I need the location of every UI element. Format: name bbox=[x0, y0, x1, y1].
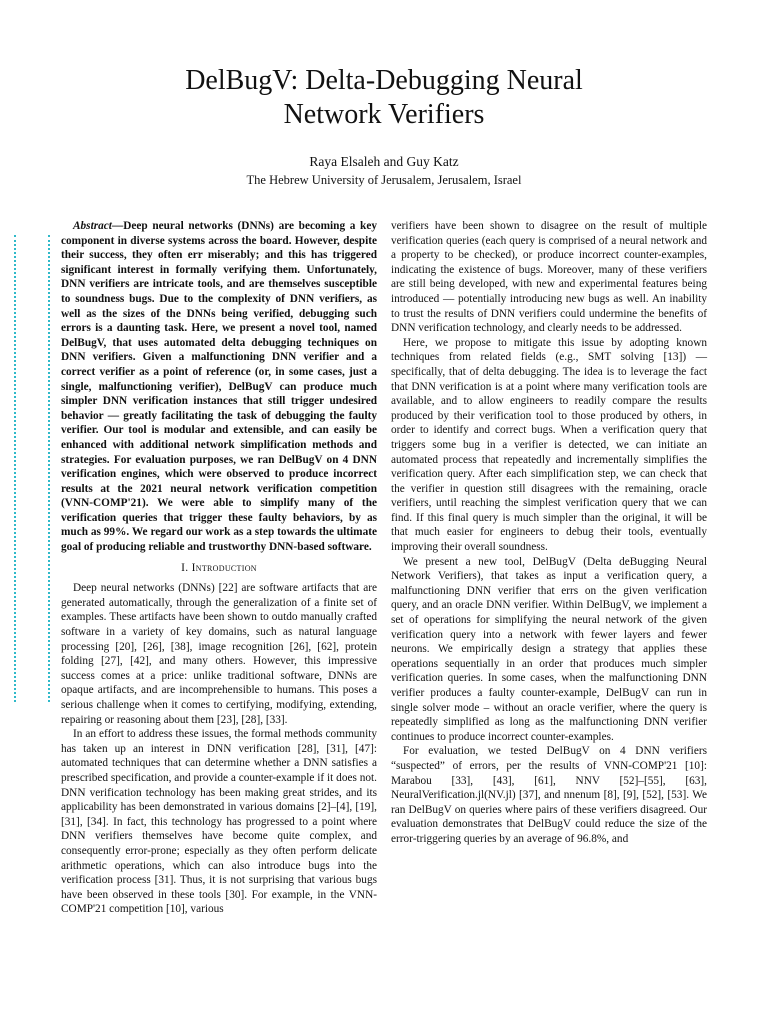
author-names: Raya Elsaleh and Guy Katz bbox=[309, 154, 459, 169]
intro-paragraph-4: Here, we propose to mitigate this issue by adopting known techniques from related fields (e.g., SMT solving [13]) — specifically, that of delta debugging. The idea is to leverage the fact that DNN verification is at a point where many verification tools are available, and to allow engineers to readily compare the results produced by their verification tool to those produced by others, in order to identify and correct bugs. When a verification query that triggers some bug in a verifier is detected, we can initiate an automated process that repeatedly and incrementally simplifies the verification query. After each simplification step, we can check that the verifier in question still disagrees with the remaining, oracle verifiers, until reaching the simplest verification query that we can find. If this final query is much simpler than the original, it will be that much easier for engineers to debug their tools, eventually improving their overall soundness. bbox=[391, 336, 707, 554]
abstract-paragraph bbox=[61, 219, 377, 555]
author-affiliation: The Hebrew University of Jerusalem, Jerusalem, Israel bbox=[246, 173, 522, 187]
abstract-lead: Abstract bbox=[73, 220, 112, 232]
section-title: Introduction bbox=[191, 561, 257, 574]
section-number: I. bbox=[181, 561, 189, 574]
paper-title bbox=[0, 64, 768, 132]
title-line-2: Network Verifiers bbox=[283, 99, 485, 130]
intro-paragraph-6: For evaluation, we tested DelBugV on 4 DNN verifiers “suspected” of errors, per the results of VNN-COMP'21 [10]: Marabou [33], [43], [61], NNV [52]–[55], [63], NeuralVerification.jl(NV.jl) [37], and nnenum [8], [9], [52], [53]. We ran DelBugV on queries where pairs of these verifiers disagreed. Our evaluation demonstrates that DelBugV could reduce the size of the error-triggering queries by an average of 96.8%, and bbox=[391, 745, 707, 845]
abstract-text: —Deep neural networks (DNNs) are becoming a key component in diverse systems across the board. However, despite their success, they often err miserably; and this has triggered significant interest in formally verifying them. Unfortunately, DNN verifiers are intricate tools, and are themselves susceptible to soundness bugs. Due to the complexity of DNN verifiers, as well as the sizes of the DNNs being verified, debugging such errors is a daunting task. Here, we present a novel tool, named DelBugV, that uses automated delta debugging techniques on DNN verifiers. Given a malfunctioning DNN verifier and a correct verifier as a point of reference (or, in some cases, just a single, malfunctioning verifier), DelBugV can produce much simpler DNN verification instances that still trigger undesired behavior — greatly facilitating the task of debugging the faulty verifier. Our tool is modular and extensible, and can easily be enhanced with additional network simplification methods and strategies. For evaluation purposes, we ran DelBugV on 4 DNN verification engines, which were observed to produce incorrect results at the 2021 neural network verification competition (VNN-COMP'21). We were able to simplify many of the verification queries that trigger these faulty behaviors, by as much as 99%. We regard our work as a step towards the ultimate goal of producing reliable and trustworthy DNN-based software. bbox=[61, 220, 377, 554]
link-highlight-frame bbox=[14, 235, 50, 702]
intro-paragraph-1: Deep neural networks (DNNs) [22] are software artifacts that are generated automatically, through the generalization of a finite set of examples. These artifacts have been shown to outdo manually crafted software in a variety of key domains, such as natural language processing [20], [26], [38], image recognition [26], [62], protein folding [27], [42], and many others. However, this impressive success comes at a price: unlike traditional software, DNNs are opaque artifacts, and are incomprehensible to humans. This poses a serious challenge when it comes to certifying, modifying, extending, repairing or reasoning about them [23], [28], [33]. bbox=[61, 582, 377, 726]
intro-paragraph-3: verifiers have been shown to disagree on the result of multiple verification queries (each query is comprised of a neural network and a property to be checked), or produce incorrect counter-examples, indicating the existence of bugs. Moreover, many of these verifiers are still being developed, with new and experimental features being introduced — potentially introducing new bugs as well. An inability to trust the results of DNN verifiers could undermine the benefits of DNN verification technology, and clearly needs to be addressed. bbox=[391, 220, 707, 335]
section-heading-introduction bbox=[61, 561, 377, 576]
left-column bbox=[61, 219, 377, 917]
title-line-1: DelBugV: Delta-Debugging Neural bbox=[185, 65, 583, 96]
right-column bbox=[391, 219, 707, 847]
intro-paragraph-5: We present a new tool, DelBugV (Delta deBugging Neural Network Verifiers), that takes as input a verification query, a malfunctioning DNN verifier that errs on the given verification query, and an oracle DNN verifier. Within DelBugV, we implement a set of operations for simplifying the neural network of the given verification query into a network with fewer layers and fewer neurons. We empirically design a strategy that applies these operations sequentially in an order that produces much simpler verification queries. In some cases, when the malfunctioning DNN verifier produces a faulty counter-example, DelBugV can run in single solver mode – without an oracle verifier, where the query is repeatedly simplified as long as the malfunctioning DNN verifier continues to produce incorrect counter-examples. bbox=[391, 555, 707, 743]
intro-paragraph-2: In an effort to address these issues, the formal methods community has taken up an interest in DNN verification [28], [31], [47]: automated techniques that can determine whether a DNN satisfies a prescribed specification, and provide a counter-example if it does not. DNN verification technology has been making great strides, and its applicability has been demonstrated in various domains [2]–[4], [19], [31], [34]. In fact, this technology has progressed to a point where DNN verifiers themselves have become quite complex, and consequently error-prone; especially as they often perform delicate arithmetic operations, which can also introduce bugs into the verification process [31]. Thus, it is not surprising that various bugs have been observed in these tools [30]. For example, in the VNN-COMP'21 competition [10], various bbox=[61, 728, 377, 916]
